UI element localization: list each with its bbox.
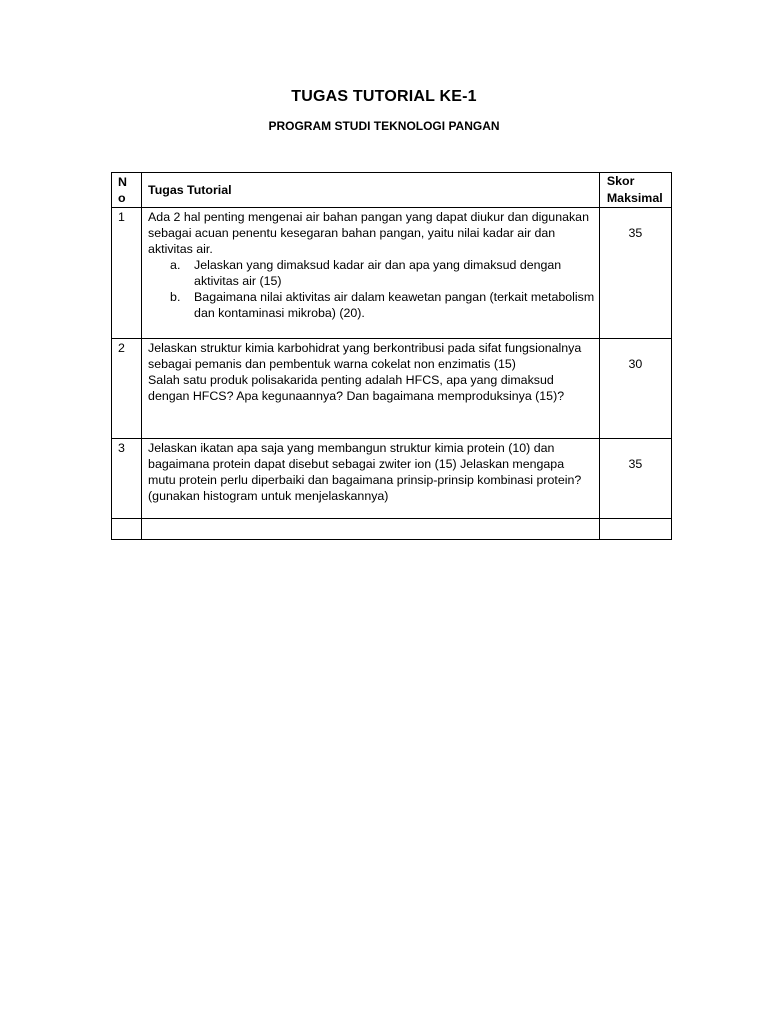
row-number: 3 — [112, 439, 142, 519]
table-row-empty — [112, 519, 672, 540]
page-title: TUGAS TUTORIAL KE-1 — [291, 88, 477, 105]
subitem-text: Bagaimana nilai aktivitas air dalam keawetan pangan (terkait metabolism dan kontaminasi mikroba) (20). — [194, 290, 595, 320]
subitem-marker: b. — [170, 290, 181, 304]
task-text: Jelaskan ikatan apa saja yang membangun struktur kimia protein (10) dan bagaimana protein dapat disebut sebagai zwiter ion (15) Jelaskan mengapa mutu protein perlu diperbaiki dan bagaimana prinsip-prinsip kombinasi protein? (gunakan histogram untuk menjelaskannya) — [148, 441, 582, 503]
header-score-line1: Skor — [606, 174, 635, 188]
row-number: 2 — [112, 339, 142, 439]
task-cell — [142, 439, 600, 519]
score-cell: 35 — [599, 439, 671, 519]
score-cell: 35 — [599, 208, 671, 339]
row-number: 1 — [112, 208, 142, 339]
task-text: Jelaskan struktur kimia karbohidrat yang berkontribusi pada sifat fungsionalnya sebagai pemanis dan pembentuk warna cokelat non enzimatis (15) — [148, 341, 582, 371]
header-no-line2: o — [118, 191, 126, 205]
header-score — [599, 173, 671, 208]
header-no — [112, 173, 142, 208]
task-text: Ada 2 hal penting mengenai air bahan pangan yang dapat diukur dan digunakan sebagai acuan penentu kesegaran bahan pangan, yaitu nilai kadar air dan aktivitas air. — [148, 210, 589, 256]
subitem-marker: a. — [170, 258, 181, 272]
subitem-text: Jelaskan yang dimaksud kadar air dan apa yang dimaksud dengan aktivitas air (15) — [194, 258, 562, 288]
table-row — [112, 208, 672, 339]
table-header-row — [112, 173, 672, 208]
header-task: Tugas Tutorial — [142, 173, 600, 208]
header-score-line2: Maksimal — [606, 191, 663, 205]
header-no-line1: N — [118, 175, 127, 189]
empty-cell — [599, 519, 671, 540]
task-cell — [142, 208, 600, 339]
empty-cell — [142, 519, 600, 540]
task-subitem — [170, 289, 595, 321]
score-cell: 30 — [599, 339, 671, 439]
table-row — [112, 339, 672, 439]
task-subitem — [170, 257, 595, 289]
task-cell — [142, 339, 600, 439]
page-subtitle: PROGRAM STUDI TEKNOLOGI PANGAN — [268, 119, 500, 133]
table-row — [112, 439, 672, 519]
task-sublist — [148, 257, 595, 321]
tutorial-task-table — [111, 172, 672, 540]
task-text-2: Salah satu produk polisakarida penting adalah HFCS, apa yang dimaksud dengan HFCS? Apa kegunaannya? Dan bagaimana memproduksinya (15)? — [148, 373, 565, 403]
empty-cell — [112, 519, 142, 540]
